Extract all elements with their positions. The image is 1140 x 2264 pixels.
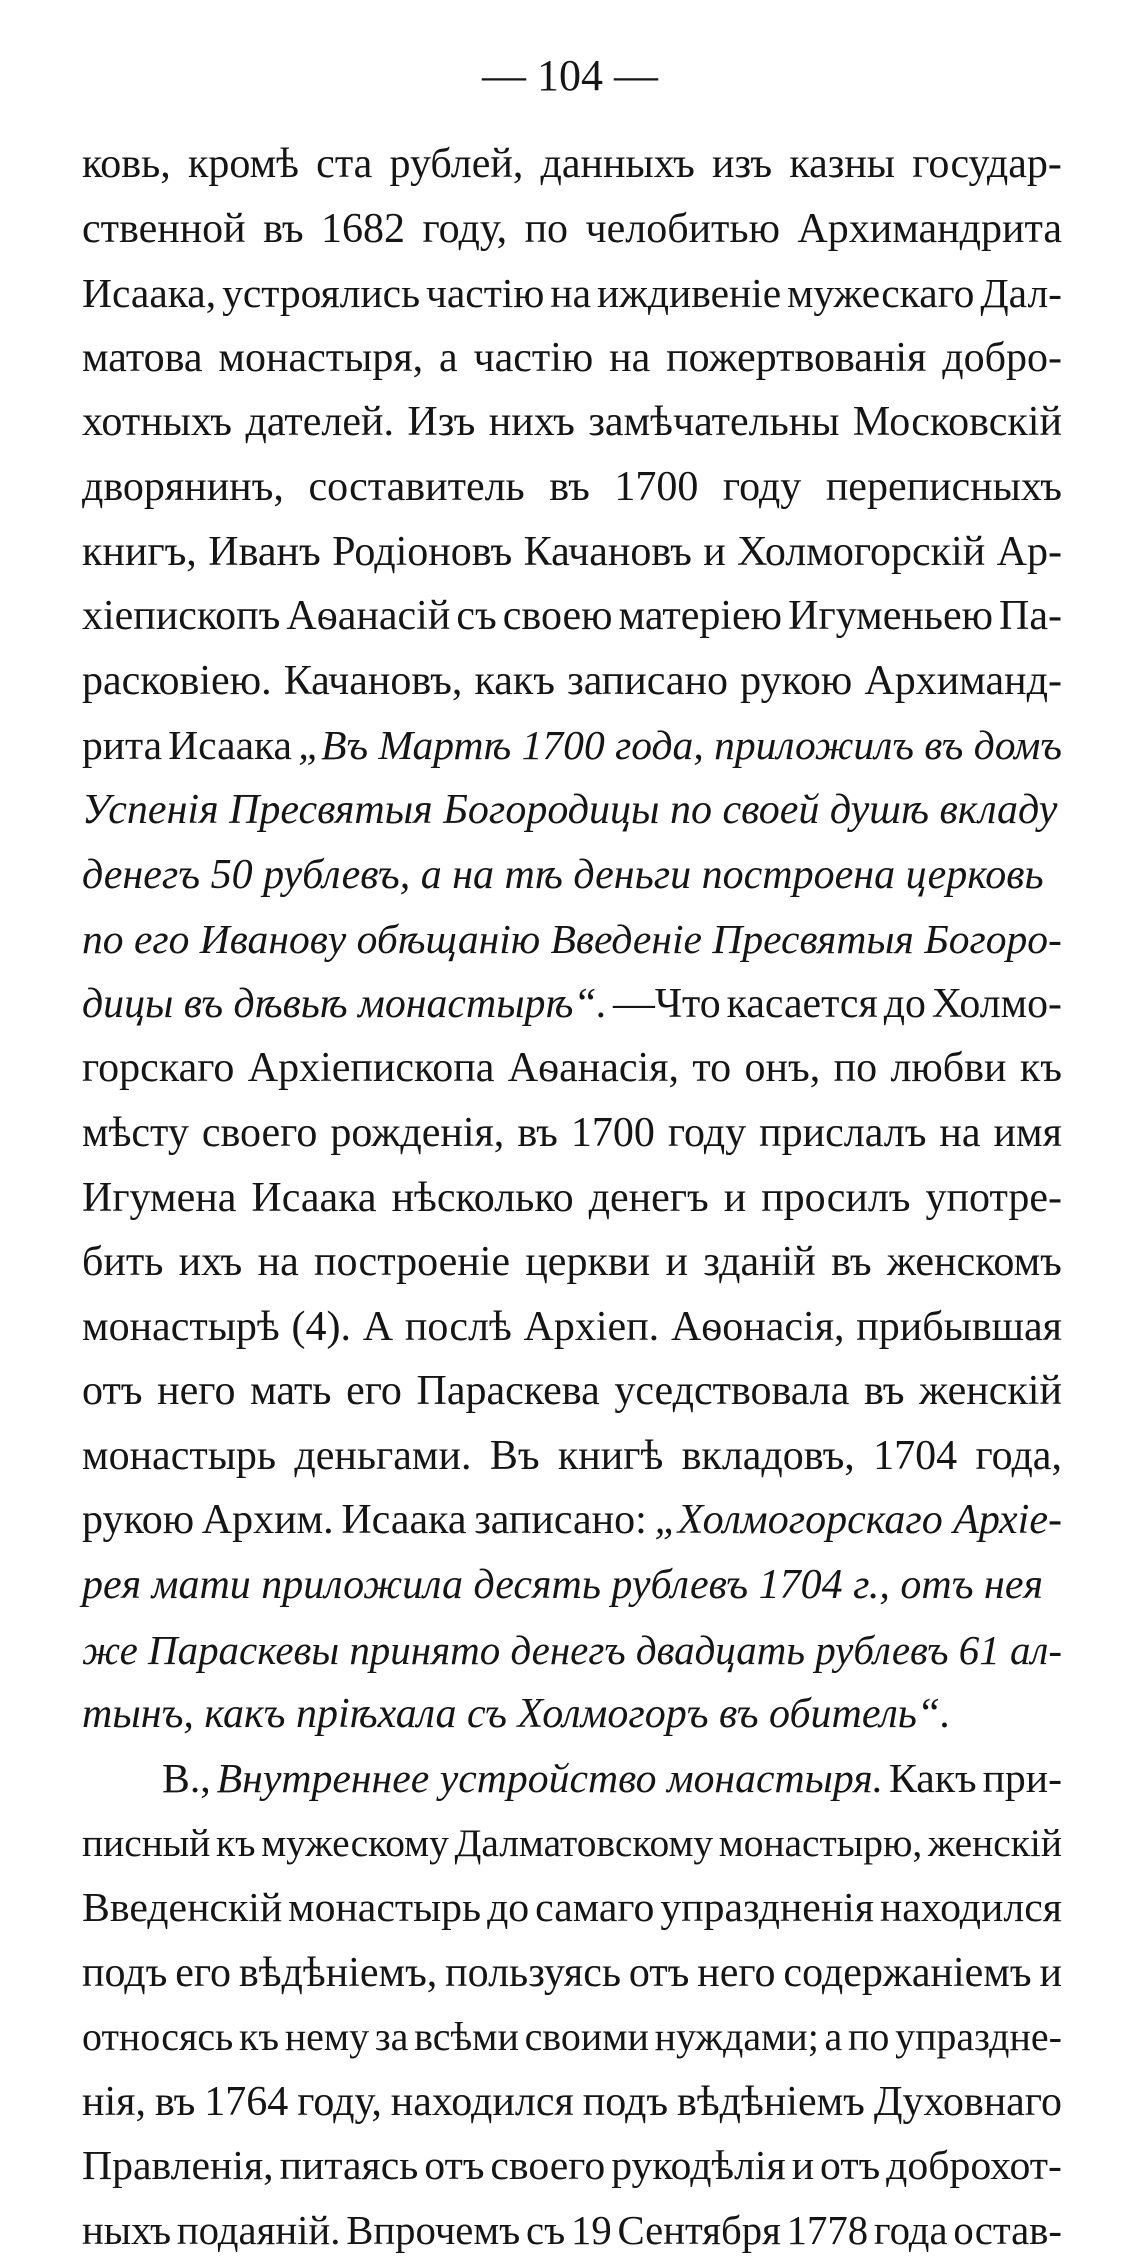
text-segment: 1764 (204, 2078, 289, 2125)
text-segment: 19 (570, 2208, 612, 2253)
text-segment: дворянинъ, (82, 463, 284, 510)
text-segment: уседствовала (614, 1368, 850, 1415)
text-segment: отъ (820, 2143, 881, 2190)
text-segment: Аѳонасія, (670, 1303, 845, 1350)
text-segment: же Параскевы принято денегъ двадцать рублевъ 61 ал- (82, 1626, 1062, 1673)
text-segment: употре- (925, 1174, 1062, 1221)
text-segment: Сентября (617, 2208, 781, 2253)
text-segment: Какъ (888, 1755, 977, 1802)
text-segment: остав- (953, 2208, 1062, 2253)
text-line (82, 1101, 1062, 1166)
text-segment: Архимандрита (797, 205, 1062, 252)
text-segment: матова (82, 334, 203, 381)
text-segment: ственной (82, 205, 246, 252)
text-segment: году (667, 1109, 747, 1156)
text-segment: устроялись (222, 270, 421, 317)
text-segment: самаго (535, 1885, 655, 1932)
text-segment: Исаака (341, 1497, 467, 1544)
text-segment: рублей, (389, 141, 524, 187)
text-segment: частію (425, 270, 545, 317)
text-segment: до (487, 1885, 530, 1932)
text-segment: монастырь (288, 1885, 482, 1932)
text-segment: и (665, 1239, 688, 1286)
text-segment: а (439, 334, 458, 381)
text-segment: денегъ (588, 1174, 709, 1221)
text-segment: нихъ (488, 399, 575, 446)
text-segment: него (697, 1949, 776, 1996)
text-segment: деньгами. (294, 1432, 472, 1479)
text-segment: Игуменьею (788, 593, 993, 640)
text-segment: женскій (919, 1368, 1062, 1415)
text-line (82, 1036, 1062, 1101)
text-line (82, 1424, 1062, 1489)
text-segment: 1700 (570, 1109, 655, 1156)
text-segment: отъ (82, 1368, 143, 1415)
text-segment: вкладовъ, (681, 1432, 855, 1479)
text-segment: въ (831, 1239, 872, 1286)
text-segment: на (609, 334, 651, 381)
text-segment: и (723, 1174, 747, 1221)
text-segment: ста (316, 141, 373, 187)
text-segment: „Въ Мартѣ 1700 года, приложилъ въ домъ (298, 722, 1062, 769)
text-line (82, 907, 1062, 972)
text-segment: вѣдѣніемъ, (238, 1949, 438, 1996)
text-segment: 1704 (873, 1432, 958, 1479)
text-line (82, 326, 1062, 391)
text-segment: нія, (82, 2078, 146, 2125)
text-segment: то (692, 1045, 732, 1092)
text-segment: хіепископъ (82, 593, 281, 640)
text-segment: матеріею (618, 593, 783, 640)
text-segment: относясь (82, 2014, 234, 2060)
text-segment: отъ (628, 1949, 690, 1996)
text-segment: подъ (582, 2078, 669, 2125)
text-segment: добро- (942, 334, 1062, 381)
text-segment: его (346, 1368, 402, 1415)
text-line (82, 649, 1062, 714)
text-line (82, 197, 1062, 262)
text-segment: 1700 (614, 463, 699, 510)
text-segment: него (157, 1368, 236, 1415)
text-segment: за (374, 2014, 409, 2060)
text-segment: прислалъ (759, 1109, 927, 1156)
text-segment: рукодѣлія (611, 2143, 786, 2190)
text-line (82, 2199, 1062, 2264)
text-segment: года, (975, 1432, 1062, 1479)
text-segment: нѣсколько (391, 1174, 574, 1221)
text-segment: году, (422, 205, 508, 252)
text-segment: Изъ (407, 399, 476, 446)
text-segment: писный (82, 1821, 211, 1866)
text-segment: челобитью (585, 205, 780, 252)
text-segment: послѣ (404, 1303, 512, 1350)
text-segment: Качановъ (523, 528, 692, 575)
text-segment: зданій (703, 1239, 816, 1286)
text-segment: къ (239, 2014, 280, 2060)
text-segment: Исаака, (82, 270, 217, 317)
text-segment: въ (263, 205, 304, 252)
text-segment: а (824, 2014, 843, 2060)
text-segment: Аѳанасій (286, 593, 451, 640)
text-segment: составитель (308, 463, 525, 510)
text-segment: монастырѣ (82, 1303, 280, 1350)
text-segment: Далматовскому (454, 1821, 714, 1866)
text-segment: мать (250, 1368, 332, 1415)
text-segment: мѣсту (82, 1109, 189, 1156)
text-line (82, 261, 1062, 326)
text-segment: Иванъ (208, 528, 321, 575)
text-line (82, 713, 1062, 778)
text-line (82, 778, 1062, 843)
text-segment: Дал- (980, 270, 1062, 317)
text-segment: въ (549, 463, 590, 510)
text-segment: съ (456, 593, 497, 640)
text-segment: церкви (525, 1239, 651, 1286)
text-segment: своего (490, 2143, 606, 2190)
text-segment: на (550, 270, 592, 317)
body-text (82, 132, 1062, 2264)
text-line (82, 1876, 1062, 1941)
text-segment: до (883, 980, 926, 1027)
text-segment: къ (216, 1821, 256, 1866)
text-line (82, 2134, 1062, 2199)
text-segment: по (848, 2014, 890, 2060)
text-segment: подаяній. (176, 2208, 341, 2253)
text-segment: вѣдѣніемъ (677, 2078, 865, 2125)
text-segment: Архіепископа (247, 1045, 495, 1092)
text-line (82, 1682, 1062, 1747)
text-segment: находился (879, 1885, 1062, 1932)
text-segment: бить (82, 1239, 164, 1286)
text-segment: записано (567, 657, 729, 704)
text-line (82, 2070, 1062, 2135)
text-segment: ихъ (178, 1239, 243, 1286)
text-segment: Качановъ, (283, 657, 463, 704)
text-segment: казны (789, 141, 896, 187)
text-segment: къ (1019, 1045, 1062, 1092)
text-segment: любви (890, 1045, 1007, 1092)
text-segment: имя (993, 1109, 1062, 1156)
text-segment: и (1039, 1949, 1062, 1996)
text-line (82, 1166, 1062, 1231)
text-segment: женскій (927, 1821, 1062, 1866)
text-segment: Па- (999, 593, 1062, 640)
text-segment: рожденія, (330, 1109, 505, 1156)
text-line (82, 455, 1062, 520)
text-segment: Внутреннее устройство монастыря. (216, 1755, 884, 1802)
text-segment: пользуясь (445, 1949, 621, 1996)
text-segment: переписныхъ (825, 463, 1062, 510)
text-segment: построеніе (314, 1239, 511, 1286)
text-segment: по его Иванову обѣщанію Введеніе Пресвятыя Богоро- (82, 916, 1062, 963)
text-line (82, 1488, 1062, 1553)
text-segment: горскаго (82, 1045, 235, 1092)
text-segment: и (791, 2143, 815, 2190)
text-segment: „Холмогорскаго Архіе- (654, 1497, 1062, 1544)
text-segment: В., (162, 1755, 211, 1802)
text-segment: нему (284, 2014, 370, 2060)
text-segment: денегъ 50 рублевъ, а на тѣ деньги построена церковь (82, 851, 1044, 898)
text-segment: мужескому (261, 1821, 449, 1866)
text-segment: дателей. (245, 399, 394, 446)
text-segment: году (722, 463, 802, 510)
text-segment: своею (502, 593, 613, 640)
text-segment: ковь, (82, 141, 171, 187)
text-line (82, 584, 1062, 649)
text-line (82, 2005, 1062, 2070)
text-segment: Родіоновъ (332, 528, 513, 575)
text-segment: онъ, (744, 1045, 821, 1092)
text-segment: хотныхъ (82, 399, 233, 446)
text-segment: тынъ, какъ пріѣхала съ Холмогоръ въ обитель“. (82, 1691, 951, 1738)
text-segment: монастыря, (218, 334, 424, 381)
text-segment: Московскій (852, 399, 1062, 446)
text-segment: Правленія, (82, 2143, 274, 2190)
text-segment: отъ (424, 2143, 485, 2190)
text-segment: года (873, 2208, 948, 2253)
text-line (82, 132, 1062, 197)
text-segment: на (257, 1239, 299, 1286)
text-segment: Духовнаго (873, 2078, 1062, 2125)
text-line (82, 1618, 1062, 1683)
text-segment: ныхъ (82, 2208, 172, 2253)
text-segment: рукою (82, 1497, 195, 1544)
text-segment: находился (390, 2078, 574, 2125)
text-segment: —Что (613, 980, 721, 1027)
text-segment: книгъ, (82, 528, 197, 575)
text-segment: А (362, 1303, 394, 1350)
text-segment: по (833, 1045, 878, 1092)
text-segment: (4). (291, 1303, 351, 1350)
text-segment: записано: (474, 1497, 647, 1544)
text-line (82, 1941, 1062, 2006)
text-line (82, 972, 1062, 1037)
text-segment: Параскева (416, 1368, 600, 1415)
text-line (82, 1359, 1062, 1424)
text-segment: касается (726, 980, 878, 1027)
page-number: — 104 — (482, 51, 658, 100)
text-line (82, 1553, 1062, 1618)
text-segment: Введенскій (82, 1885, 283, 1932)
text-segment: содержаніемъ (783, 1949, 1032, 1996)
text-segment: Исаака (168, 722, 293, 769)
text-segment: Исаака (251, 1174, 377, 1221)
text-segment: изъ (712, 141, 773, 187)
text-segment: и (703, 528, 726, 575)
text-segment: Игумена (82, 1174, 237, 1221)
text-segment: Въ (489, 1432, 540, 1479)
text-line (82, 1295, 1062, 1360)
text-segment: иждивеніе (596, 270, 782, 317)
text-segment: на (939, 1109, 981, 1156)
text-segment: 1778 (786, 2208, 869, 2253)
text-line (82, 520, 1062, 585)
text-segment: мужескаго (787, 270, 975, 317)
text-segment: просилъ (761, 1174, 911, 1221)
text-line (82, 1230, 1062, 1295)
text-line (82, 843, 1062, 908)
text-segment: доброхот- (886, 2143, 1062, 2190)
text-segment: монастырю, (718, 1821, 923, 1866)
text-segment: Архиманд- (864, 657, 1062, 704)
text-segment: по (524, 205, 569, 252)
text-segment: рея мати приложила десять рублевъ 1704 г., отъ нея (82, 1562, 1044, 1609)
text-segment: кромѣ (187, 141, 299, 187)
text-segment: данныхъ (540, 141, 695, 187)
text-segment: книгѣ (557, 1432, 664, 1479)
text-segment: его (175, 1949, 232, 1996)
text-segment: Впрочемъ (346, 2208, 521, 2253)
text-segment: Аѳанасія, (507, 1045, 680, 1092)
text-segment: Архим. (201, 1497, 334, 1544)
text-segment: прибывшая (856, 1303, 1062, 1350)
text-line (82, 390, 1062, 455)
text-segment: монастырь (82, 1432, 277, 1479)
text-segment: Успенія Пресвятыя Богородицы по своей душѣ вкладу (82, 786, 1058, 833)
text-segment: съ (526, 2208, 566, 2253)
text-segment: расковіею. (82, 657, 272, 704)
text-segment: питаясь (279, 2143, 419, 2190)
text-segment: пожертвованія (666, 334, 927, 381)
text-segment: замѣчательны (588, 399, 840, 446)
text-segment: своими (524, 2014, 649, 2060)
text-segment: 1682 (321, 205, 406, 252)
text-line (82, 1811, 1062, 1876)
text-segment: году, (297, 2078, 382, 2125)
text-segment: въ (154, 2078, 196, 2125)
text-segment: рита (82, 722, 163, 769)
text-segment: частію (473, 334, 594, 381)
text-segment: въ (864, 1368, 905, 1415)
text-segment: Холмо- (931, 980, 1062, 1027)
text-segment: въ (517, 1109, 558, 1156)
text-segment: своего (201, 1109, 318, 1156)
text-segment: рукою (740, 657, 853, 704)
text-segment: Холмогорскій (737, 528, 986, 575)
text-segment: дицы въ дѣвьѣ монастырѣ“. (82, 980, 608, 1027)
text-segment: упраздненія (660, 1885, 874, 1932)
text-line (82, 1747, 1062, 1812)
text-segment: нуждами; (654, 2014, 819, 2060)
text-segment: какъ (474, 657, 556, 704)
text-segment: упраздне- (895, 2014, 1062, 2060)
text-segment: государ- (912, 141, 1062, 187)
text-segment: женскомъ (886, 1239, 1062, 1286)
text-segment: Архіеп. (523, 1303, 660, 1350)
text-segment: подъ (82, 1949, 168, 1996)
text-segment: при- (982, 1755, 1062, 1802)
text-segment: всѣми (414, 2014, 519, 2060)
text-segment: Ар- (996, 528, 1062, 575)
